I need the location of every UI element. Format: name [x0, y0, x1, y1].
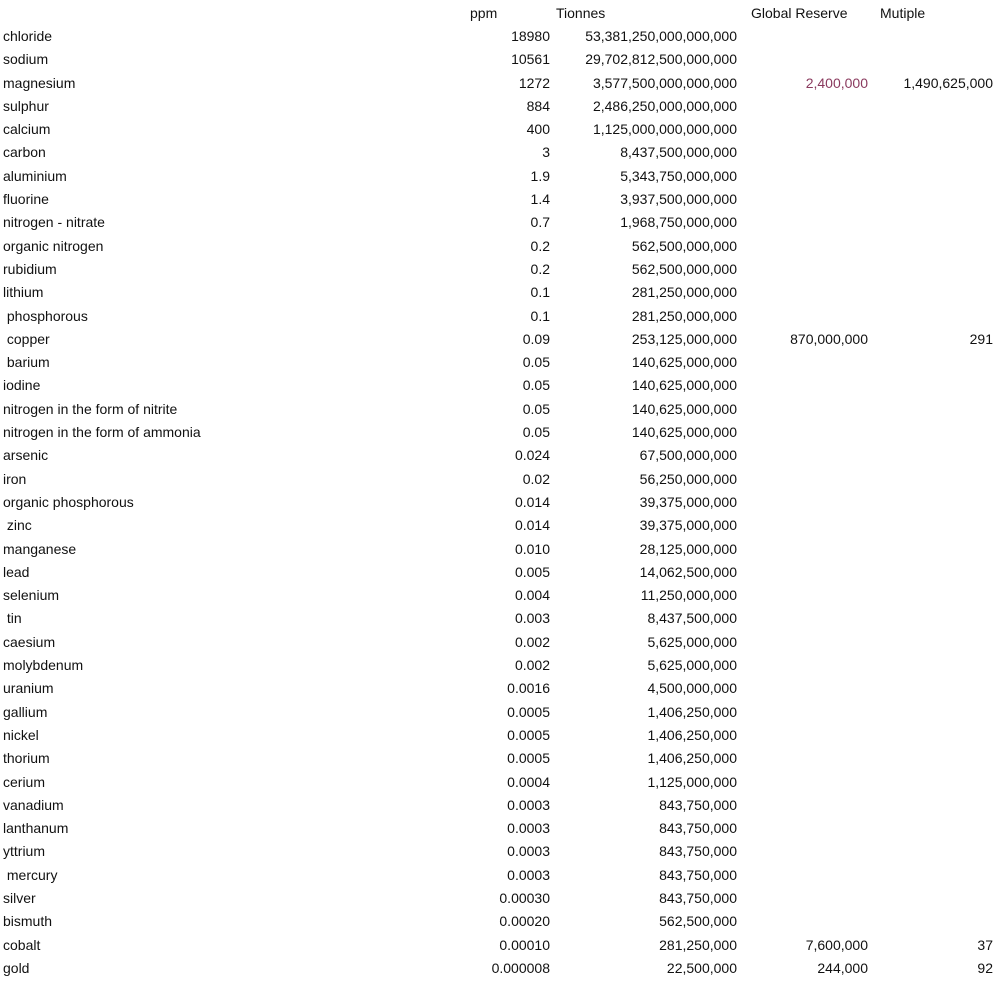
table-row: [0, 840, 1000, 863]
table-row: [0, 910, 1000, 933]
cell-ppm[interactable]: 18980: [511, 28, 550, 44]
cell-tonnes[interactable]: 843,750,000: [659, 889, 737, 906]
cell-tonnes[interactable]: 22,500,000: [666, 959, 737, 976]
cell-tonnes[interactable]: 5,625,000,000: [647, 633, 737, 650]
cell-tonnes[interactable]: 562,500,000,000: [631, 237, 737, 254]
table-row: [0, 95, 1000, 118]
cell-global-reserve[interactable]: 244,000: [817, 959, 868, 976]
cell-tonnes[interactable]: 140,625,000,000: [631, 354, 737, 371]
cell-tonnes[interactable]: 56,250,000,000: [639, 470, 737, 487]
cell-element-name[interactable]: gold: [3, 959, 30, 976]
table-row: [0, 305, 1000, 328]
cell-ppm[interactable]: 0.003: [514, 610, 550, 627]
table-row: [0, 398, 1000, 421]
column-header-global-reserve[interactable]: Global Reserve: [751, 5, 848, 21]
cell-ppm[interactable]: 0.0003: [507, 820, 550, 837]
cell-element-name[interactable]: caesium: [3, 633, 56, 650]
table-row: [0, 25, 1000, 48]
cell-tonnes[interactable]: 8,437,500,000,000: [620, 144, 737, 161]
cell-element-name[interactable]: lithium: [3, 284, 44, 301]
cell-element-name[interactable]: carbon: [3, 144, 46, 161]
cell-ppm[interactable]: 0.0005: [507, 750, 550, 767]
cell-element-name[interactable]: gallium: [3, 703, 48, 720]
cell-ppm[interactable]: 0.024: [514, 447, 550, 464]
table-row: [0, 351, 1000, 374]
cell-ppm[interactable]: 0.05: [522, 424, 550, 441]
cell-ppm[interactable]: 0.014: [514, 517, 550, 534]
cell-element-name[interactable]: organic phosphorous: [3, 493, 134, 510]
table-row: [0, 747, 1000, 770]
table-row: [0, 701, 1000, 724]
cell-multiple[interactable]: 37: [977, 936, 993, 953]
cell-element-name[interactable]: selenium: [3, 587, 60, 604]
cell-tonnes[interactable]: 29,702,812,500,000,000: [585, 51, 737, 68]
cell-global-reserve[interactable]: 7,600,000: [805, 936, 868, 953]
cell-tonnes[interactable]: 140,625,000,000: [631, 377, 737, 394]
table-row: [0, 444, 1000, 467]
table-row: [0, 118, 1000, 141]
cell-tonnes[interactable]: 843,750,000: [659, 796, 737, 813]
table-row: [0, 817, 1000, 840]
cell-tonnes[interactable]: 53,381,250,000,000,000: [585, 28, 737, 44]
cell-element-name[interactable]: aluminium: [3, 167, 67, 184]
cell-tonnes[interactable]: 5,625,000,000: [647, 657, 737, 674]
cell-element-name[interactable]: phosphorous: [3, 307, 88, 324]
cell-global-reserve[interactable]: 2,400,000: [805, 74, 868, 91]
cell-ppm[interactable]: 1.4: [530, 191, 550, 208]
cell-tonnes[interactable]: 4,500,000,000: [647, 680, 737, 697]
cell-tonnes[interactable]: 2,486,250,000,000,000: [592, 97, 737, 114]
cell-ppm[interactable]: 400: [526, 121, 550, 138]
cell-element-name[interactable]: fluorine: [3, 191, 49, 208]
cell-ppm[interactable]: 0.0016: [507, 680, 550, 697]
cell-element-name[interactable]: magnesium: [3, 74, 76, 91]
cell-ppm[interactable]: 0.005: [514, 563, 550, 580]
table-row: [0, 561, 1000, 584]
cell-ppm[interactable]: 0.00020: [499, 913, 550, 930]
column-header-ppm[interactable]: ppm: [470, 5, 498, 21]
cell-ppm[interactable]: 0.0003: [507, 866, 550, 883]
table-row: [0, 771, 1000, 794]
cell-tonnes[interactable]: 14,062,500,000: [639, 563, 737, 580]
cell-element-name[interactable]: barium: [3, 354, 50, 371]
table-row: [0, 188, 1000, 211]
table-row: [0, 141, 1000, 164]
column-header-tonnes[interactable]: Tionnes: [556, 5, 606, 21]
cell-ppm[interactable]: 3: [542, 144, 550, 161]
table-row: [0, 934, 1000, 957]
cell-tonnes[interactable]: 562,500,000: [659, 913, 737, 930]
cell-element-name[interactable]: cobalt: [3, 936, 41, 953]
table-row: [0, 957, 1000, 980]
table-row: [0, 607, 1000, 630]
cell-element-name[interactable]: lead: [3, 563, 30, 580]
table-row: [0, 584, 1000, 607]
cell-tonnes[interactable]: 11,250,000,000: [640, 587, 737, 604]
cell-ppm[interactable]: 0.1: [530, 307, 550, 324]
cell-element-name[interactable]: silver: [3, 889, 36, 906]
cell-ppm[interactable]: 1272: [518, 74, 550, 91]
cell-multiple[interactable]: 92: [977, 959, 993, 976]
cell-ppm[interactable]: 0.0005: [507, 726, 550, 743]
table-row: [0, 235, 1000, 258]
cell-ppm[interactable]: 0.09: [522, 330, 550, 347]
cell-ppm[interactable]: 0.2: [530, 237, 550, 254]
table-row: [0, 258, 1000, 281]
cell-ppm[interactable]: 0.0003: [507, 843, 550, 860]
cell-element-name[interactable]: nickel: [3, 726, 39, 743]
cell-ppm[interactable]: 0.0003: [507, 796, 550, 813]
table-row: [0, 421, 1000, 444]
cell-tonnes[interactable]: 1,125,000,000: [647, 773, 737, 790]
cell-ppm[interactable]: 0.010: [514, 540, 550, 557]
cell-element-name[interactable]: copper: [3, 330, 50, 347]
cell-ppm[interactable]: 0.00030: [499, 889, 550, 906]
cell-tonnes[interactable]: 5,343,750,000,000: [620, 167, 737, 184]
cell-element-name[interactable]: chloride: [3, 28, 53, 44]
cell-element-name[interactable]: organic nitrogen: [3, 237, 104, 254]
cell-element-name[interactable]: molybdenum: [3, 657, 84, 674]
cell-ppm[interactable]: 1.9: [530, 167, 550, 184]
cell-ppm[interactable]: 10561: [511, 51, 550, 68]
cell-element-name[interactable]: iron: [3, 470, 27, 487]
cell-element-name[interactable]: tin: [3, 610, 22, 627]
table-row: [0, 864, 1000, 887]
table-row: [0, 887, 1000, 910]
cell-ppm[interactable]: 0.014: [514, 493, 550, 510]
cell-element-name[interactable]: mercury: [3, 866, 58, 883]
table-row: [0, 468, 1000, 491]
cell-element-name[interactable]: cerium: [3, 773, 46, 790]
table-row: [0, 654, 1000, 677]
table-row: [0, 491, 1000, 514]
table-row: [0, 328, 1000, 351]
column-header-multiple[interactable]: Mutiple: [880, 5, 926, 21]
table-row: [0, 677, 1000, 700]
cell-ppm[interactable]: 0.2: [530, 260, 550, 277]
cell-element-name[interactable]: manganese: [3, 540, 77, 557]
cell-multiple[interactable]: 1,490,625,000: [903, 74, 993, 91]
cell-ppm[interactable]: 0.004: [514, 587, 550, 604]
cell-tonnes[interactable]: 1,125,000,000,000,000: [592, 121, 737, 138]
cell-tonnes[interactable]: 253,125,000,000: [631, 330, 737, 347]
table-row: [0, 794, 1000, 817]
cell-tonnes[interactable]: 562,500,000,000: [631, 260, 737, 277]
table-row: [0, 374, 1000, 397]
cell-tonnes[interactable]: 281,250,000: [659, 936, 737, 953]
cell-element-name[interactable]: thorium: [3, 750, 50, 767]
cell-tonnes[interactable]: 1,406,250,000: [647, 726, 737, 743]
cell-global-reserve[interactable]: 870,000,000: [790, 330, 868, 347]
cell-multiple[interactable]: 291: [969, 330, 993, 347]
cell-ppm[interactable]: 0.00010: [499, 936, 550, 953]
cell-element-name[interactable]: yttrium: [3, 843, 45, 860]
cell-element-name[interactable]: rubidium: [3, 260, 57, 277]
cell-element-name[interactable]: arsenic: [3, 447, 49, 464]
cell-element-name[interactable]: lanthanum: [3, 820, 69, 837]
cell-tonnes[interactable]: 140,625,000,000: [631, 424, 737, 441]
table-row: [0, 631, 1000, 654]
cell-element-name[interactable]: nitrogen in the form of ammonia: [3, 424, 201, 441]
cell-tonnes[interactable]: 3,937,500,000,000: [620, 191, 737, 208]
cell-ppm[interactable]: 0.0005: [507, 703, 550, 720]
table-row: [0, 165, 1000, 188]
cell-tonnes[interactable]: 67,500,000,000: [639, 447, 737, 464]
cell-element-name[interactable]: bismuth: [3, 913, 53, 930]
cell-tonnes[interactable]: 281,250,000,000: [631, 307, 737, 324]
cell-tonnes[interactable]: 28,125,000,000: [639, 540, 737, 557]
cell-tonnes[interactable]: 843,750,000: [659, 866, 737, 883]
table-body: [0, 25, 1000, 980]
cell-tonnes[interactable]: 1,968,750,000,000: [620, 214, 737, 231]
cell-tonnes[interactable]: 8,437,500,000: [647, 610, 737, 627]
cell-tonnes[interactable]: 140,625,000,000: [631, 400, 737, 417]
cell-element-name[interactable]: iodine: [3, 377, 41, 394]
cell-element-name[interactable]: sulphur: [3, 97, 49, 114]
table-row: [0, 281, 1000, 304]
cell-element-name[interactable]: calcium: [3, 121, 51, 138]
cell-ppm[interactable]: 0.002: [514, 657, 550, 674]
table-row: [0, 72, 1000, 95]
table-row: [0, 514, 1000, 537]
cell-tonnes[interactable]: 1,406,250,000: [647, 750, 737, 767]
cell-tonnes[interactable]: 281,250,000,000: [631, 284, 737, 301]
cell-tonnes[interactable]: 3,577,500,000,000,000: [592, 74, 737, 91]
cell-ppm[interactable]: 884: [526, 97, 550, 114]
cell-tonnes[interactable]: 1,406,250,000: [647, 703, 737, 720]
cell-ppm[interactable]: 0.7: [530, 214, 550, 231]
table-row: [0, 48, 1000, 71]
cell-ppm[interactable]: 0.0004: [507, 773, 550, 790]
table-row: [0, 211, 1000, 234]
cell-ppm[interactable]: 0.05: [522, 354, 550, 371]
cell-ppm[interactable]: 0.05: [522, 400, 550, 417]
cell-element-name[interactable]: sodium: [3, 51, 49, 68]
cell-element-name[interactable]: nitrogen - nitrate: [3, 214, 105, 231]
cell-element-name[interactable]: vanadium: [3, 796, 64, 813]
table-row: [0, 538, 1000, 561]
cell-tonnes[interactable]: 39,375,000,000: [639, 493, 737, 510]
cell-tonnes[interactable]: 843,750,000: [659, 820, 737, 837]
cell-ppm[interactable]: 0.05: [522, 377, 550, 394]
cell-tonnes[interactable]: 39,375,000,000: [639, 517, 737, 534]
cell-element-name[interactable]: uranium: [3, 680, 54, 697]
table-row: [0, 724, 1000, 747]
cell-element-name[interactable]: nitrogen in the form of nitrite: [3, 400, 178, 417]
cell-element-name[interactable]: zinc: [3, 517, 32, 534]
cell-tonnes[interactable]: 843,750,000: [659, 843, 737, 860]
cell-ppm[interactable]: 0.000008: [491, 959, 550, 976]
cell-ppm[interactable]: 0.002: [514, 633, 550, 650]
cell-ppm[interactable]: 0.02: [522, 470, 550, 487]
cell-ppm[interactable]: 0.1: [530, 284, 550, 301]
